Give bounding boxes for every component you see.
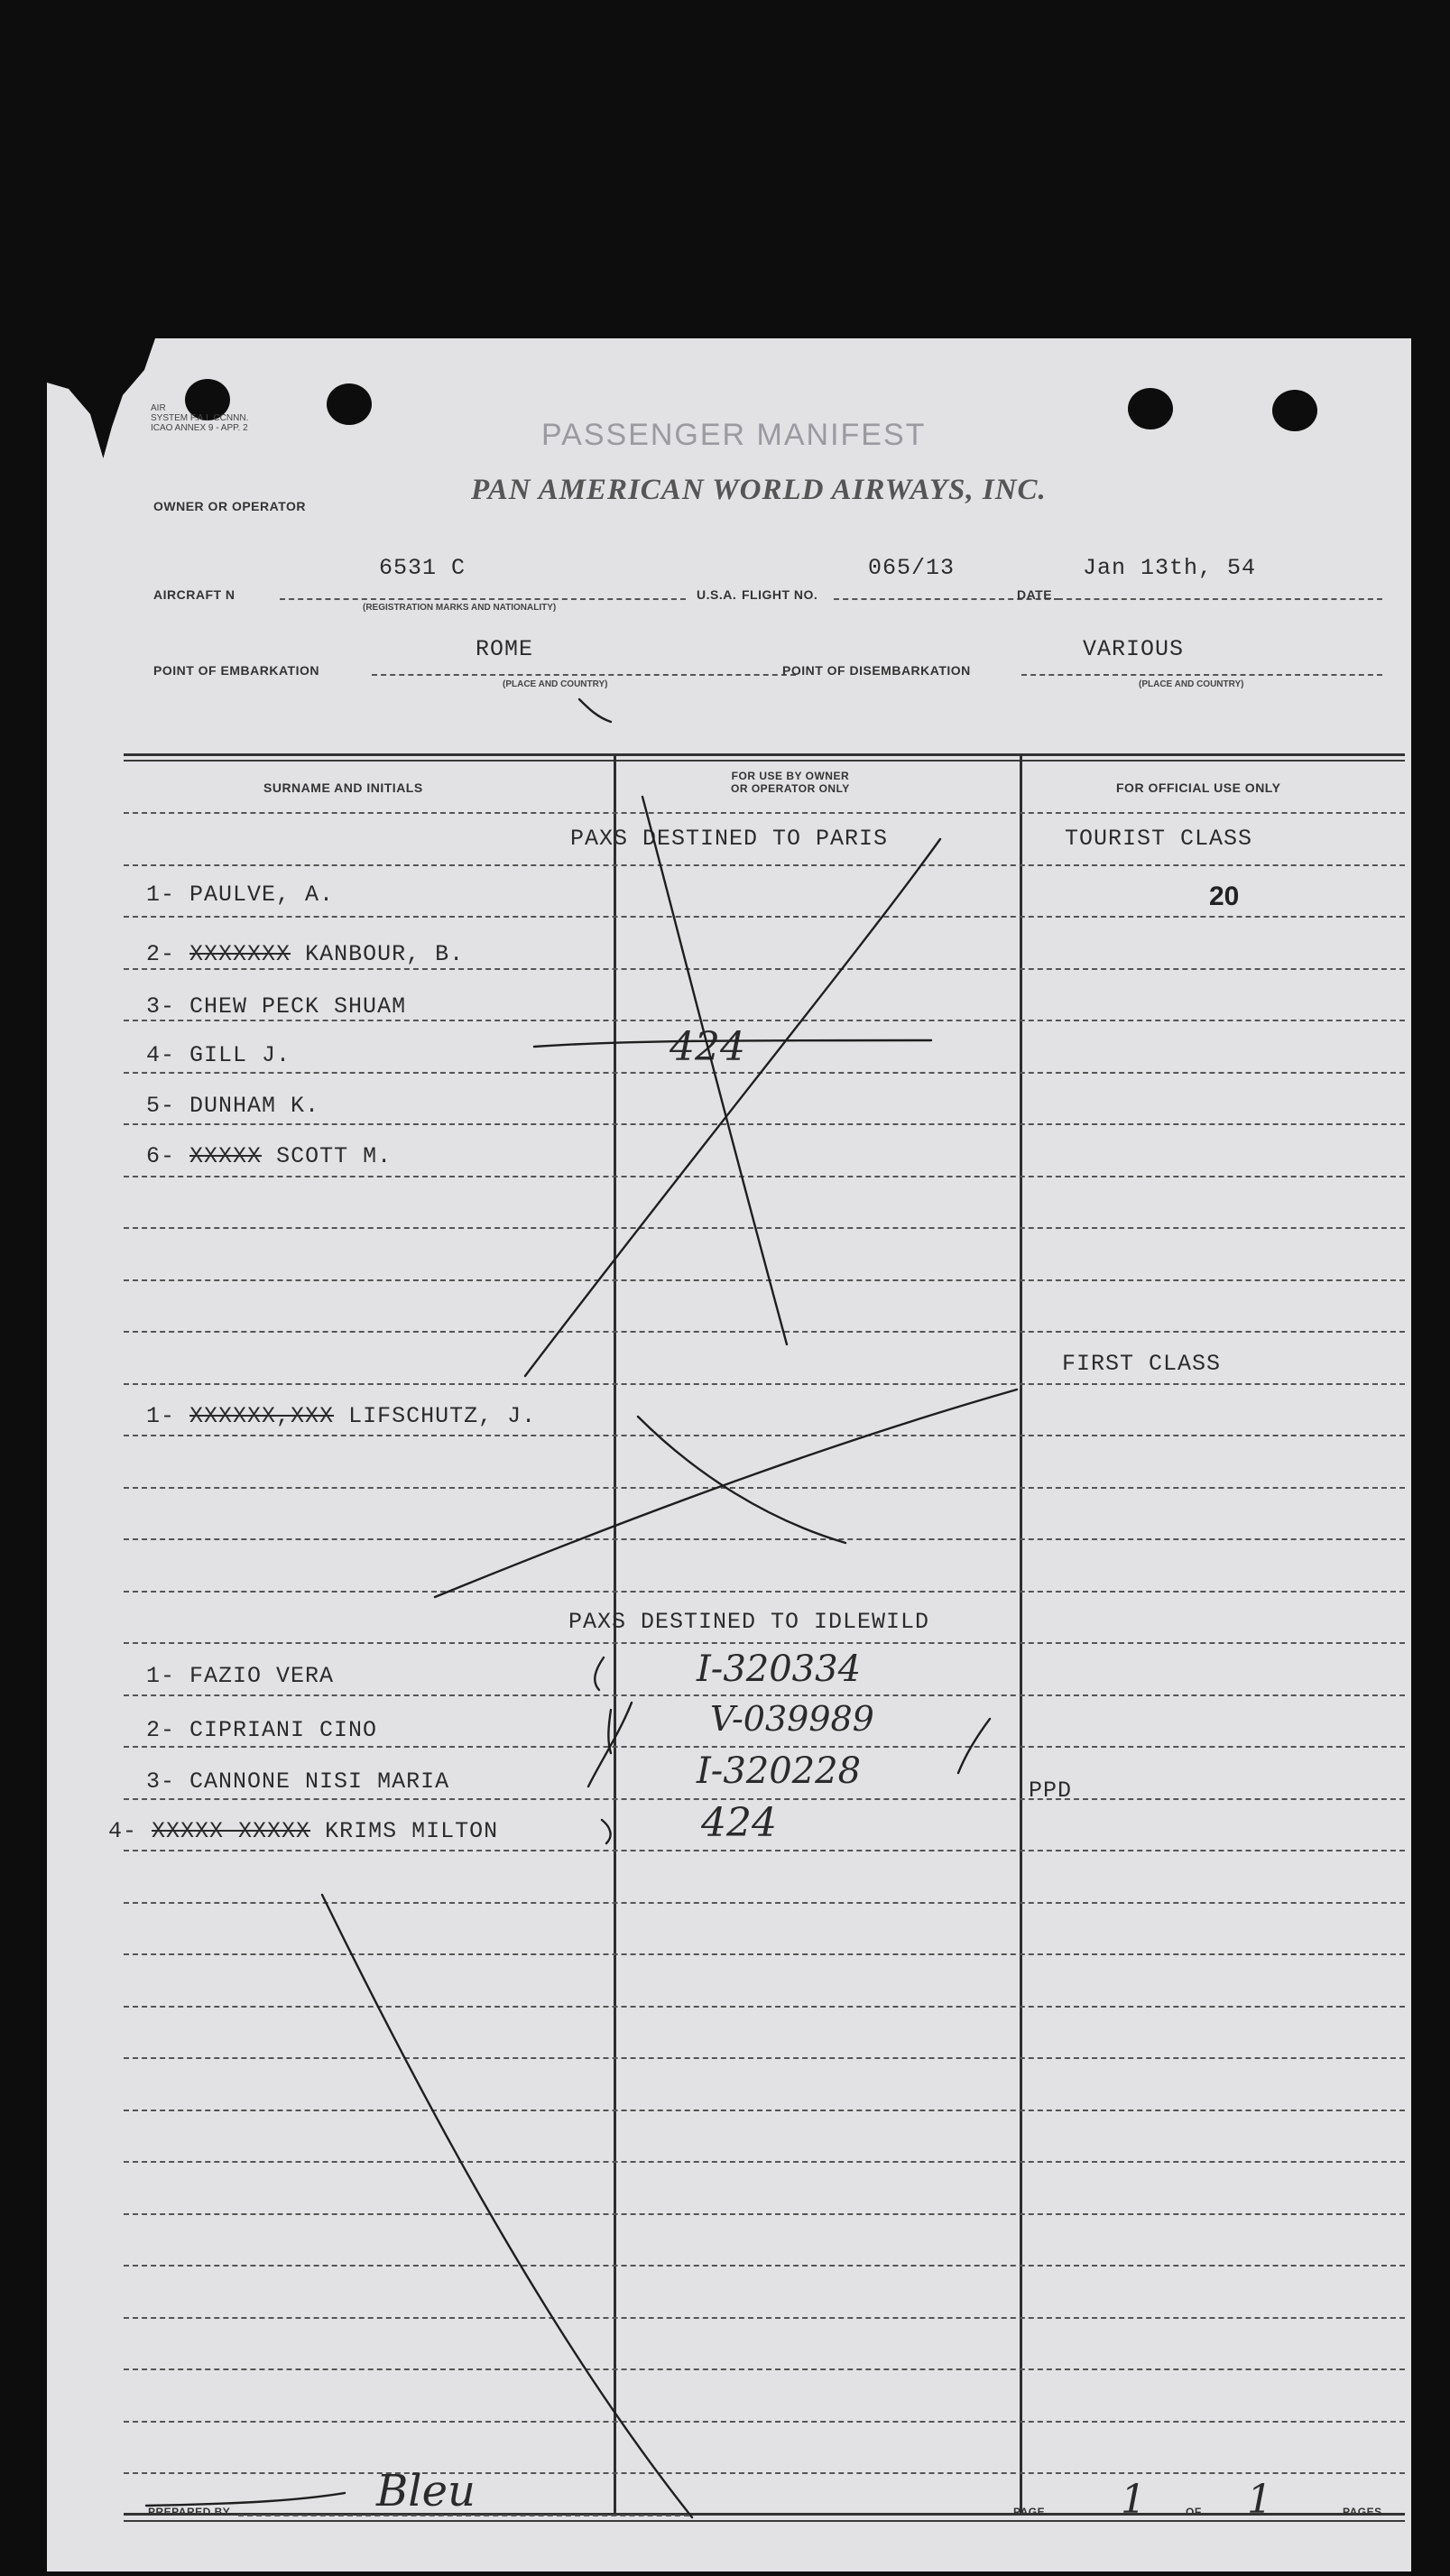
registration-note: (REGISTRATION MARKS AND NATIONALITY) <box>363 603 557 613</box>
tick-mark <box>595 1657 604 1690</box>
flight-value: 065/13 <box>868 555 956 581</box>
disembarkation-label: POINT OF DISEMBARKATION <box>782 663 971 678</box>
form-title: PASSENGER MANIFEST <box>541 418 927 452</box>
passenger-name: PAULVE, A. <box>189 882 335 908</box>
struck-text: XXXXXXX <box>189 941 291 967</box>
passport-note: I-320228 <box>697 1750 862 1792</box>
struck-text: XXXXX <box>189 1143 263 1169</box>
pen-marks <box>47 338 1411 2571</box>
passenger-name: KANBOUR, B. <box>305 941 465 967</box>
passenger-number: 3- <box>146 993 176 1020</box>
first-class-label: FIRST CLASS <box>1062 1351 1222 1377</box>
passenger-name: SCOTT M. <box>276 1143 393 1169</box>
passenger-number: 3- <box>146 1768 176 1795</box>
passenger-number: 6- <box>146 1143 176 1169</box>
form-ref-line: AIR <box>151 403 166 413</box>
aircraft-label: AIRCRAFT N <box>153 587 236 602</box>
tourist-count: 20 <box>1209 882 1240 911</box>
tick-mark <box>608 1710 611 1753</box>
passenger-name: LIFSCHUTZ, J. <box>348 1403 537 1429</box>
cross-out-stroke <box>525 839 940 1376</box>
cross-out-stroke <box>642 797 787 1344</box>
prepared-by-label: PREPARED BY <box>148 2506 231 2518</box>
struck-text: XXXXX XXXXX <box>152 1818 311 1844</box>
form-ref-line: ICAO ANNEX 9 - APP. 2 <box>151 423 248 433</box>
col-official-header: FOR OFFICIAL USE ONLY <box>1116 780 1281 795</box>
flight-label: FLIGHT NO. <box>742 587 818 602</box>
ppd-label: PPD <box>1029 1777 1073 1804</box>
passenger-number: 5- <box>146 1093 176 1119</box>
gill-note: 424 <box>670 1024 745 1070</box>
disembarkation-value: VARIOUS <box>1083 636 1185 662</box>
cross-out-stroke <box>435 1390 1017 1597</box>
col-surname-header: SURNAME AND INITIALS <box>263 780 423 795</box>
passenger-name: DUNHAM K. <box>189 1093 320 1119</box>
embarkation-label: POINT OF EMBARKATION <box>153 663 319 678</box>
col-operator-header-line: FOR USE BY OWNER <box>731 770 850 782</box>
company-name: PAN AMERICAN WORLD AIRWAYS, INC. <box>471 474 1047 506</box>
cross-out-stroke <box>322 1895 692 2517</box>
of-label: OF <box>1186 2506 1202 2518</box>
passenger-name: KRIMS MILTON <box>325 1818 499 1844</box>
aircraft-value: 6531 C <box>379 555 466 581</box>
page-label: PAGE <box>1013 2506 1046 2518</box>
usa-label: U.S.A. <box>697 587 737 602</box>
manifest-sheet <box>47 338 1411 2571</box>
col-operator-header-line: OR OPERATOR ONLY <box>731 782 850 795</box>
passenger-name: GILL J. <box>189 1042 291 1068</box>
passenger-number: 1- <box>146 1403 176 1429</box>
embarkation-value: ROME <box>476 636 534 662</box>
signature: Bleu <box>376 2466 476 2516</box>
tourist-class-label: TOURIST CLASS <box>1065 826 1253 852</box>
passport-note: V-039989 <box>710 1699 874 1739</box>
passenger-name: CANNONE NISI MARIA <box>189 1768 450 1795</box>
struck-text: XXXXXX,XXX <box>189 1403 335 1429</box>
passenger-number: 1- <box>146 882 176 908</box>
signature-underline <box>146 2493 345 2506</box>
date-label: DATE <box>1017 587 1053 602</box>
passenger-name: CIPRIANI CINO <box>189 1717 378 1743</box>
place-note-2: (PLACE AND COUNTRY) <box>1139 679 1244 689</box>
passenger-number: 4- <box>108 1818 138 1844</box>
passenger-name: FAZIO VERA <box>189 1663 335 1689</box>
passport-note: 424 <box>701 1800 777 1846</box>
passenger-number: 2- <box>146 1717 176 1743</box>
form-ref-line: SYSTEM F.A.I. CCNNN. <box>151 413 249 423</box>
passenger-number: 2- <box>146 941 176 967</box>
ink-dot <box>579 699 611 722</box>
passenger-number: 4- <box>146 1042 176 1068</box>
tick-mark <box>958 1719 990 1773</box>
tick-mark <box>602 1820 611 1843</box>
date-value: Jan 13th, 54 <box>1083 555 1257 581</box>
owner-label: OWNER OR OPERATOR <box>153 499 306 513</box>
passenger-number: 1- <box>146 1663 176 1689</box>
strike-stroke <box>534 1040 931 1047</box>
paris-heading: PAXS DESTINED TO PARIS <box>570 826 889 852</box>
idlewild-heading: PAXS DESTINED TO IDLEWILD <box>568 1609 930 1635</box>
passport-note: I-320334 <box>697 1648 862 1690</box>
place-note: (PLACE AND COUNTRY) <box>503 679 608 689</box>
pages-label: PAGES <box>1343 2506 1382 2518</box>
page-number: 1 <box>1121 2477 1146 2523</box>
page-total: 1 <box>1247 2477 1272 2523</box>
passenger-name: CHEW PECK SHUAM <box>189 993 407 1020</box>
